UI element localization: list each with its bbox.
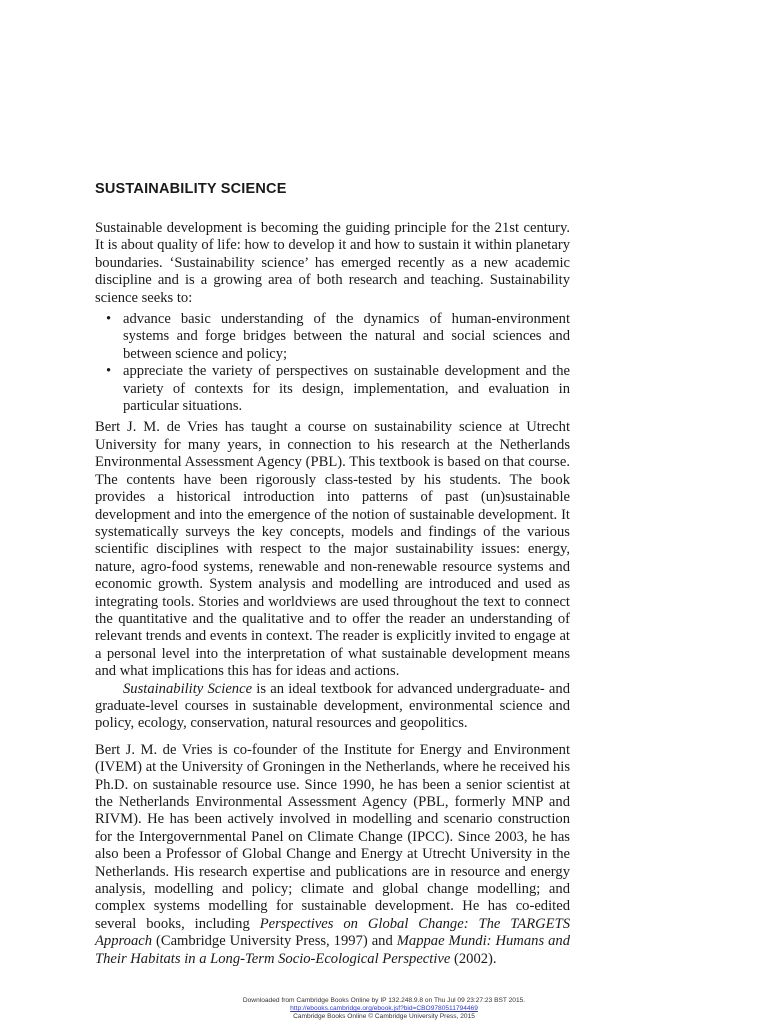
page-content (95, 180, 570, 968)
bullet-icon: • (106, 311, 112, 328)
list-item-text: appreciate the variety of perspectives on sustainable development and the variety of contexts for its design, implementation, and evaluation in particular situations. (123, 363, 570, 415)
bio-publisher-2: (2002). (450, 950, 497, 967)
bio-publisher-1: (Cambridge University Press, 1997) and (152, 933, 397, 950)
book-title-perspectives: Perspectives on Global Change: The TARGETS Approach (95, 915, 571, 950)
bio-text: Bert J. M. de Vries is co-founder of the Institute for Energy and Environment (IVEM) at the University of Groningen in the Netherlands, where he received his Ph.D. on sustainable resource use. Since 1990, he has been a senior scientist at the Netherlands Environmental Assessment Agency (PBL, formerly MNP and RIVM). He has been actively involved in modelling and scenario construction for the Intergovernmental Panel on Climate Change (IPCC). Since 2003, he has also been a Professor of Global Change and Energy at Utrecht University in the Netherlands. His research expertise and publications are in resource and energy analysis, modelling and policy; climate and global change modelling; and complex systems modelling for sustainable development. He has co-edited several books, including (95, 741, 570, 932)
list-item (106, 311, 570, 363)
book-title: Sustainability Science (123, 680, 253, 697)
footer-download-line: Downloaded from Cambridge Books Online by IP 132.248.9.8 on Thu Jul 09 23:27:23 BST 2015. (242, 997, 526, 1004)
goals-list (95, 311, 570, 415)
intro-paragraph: Sustainable development is becoming the guiding principle for the 21st century. It is about quality of life: how to develop it and how to sustain it within planetary boundaries. ‘Sustainability science’ has emerged recently as a new academic discipline and is a growing area of both research and teaching. Sustainability science seeks to: (95, 220, 570, 306)
audience-text: is an ideal textbook for advanced undergraduate- and graduate-level courses in sustainable development, environmental science and policy, ecology, conservation, natural resources and geopolitics. (95, 680, 570, 732)
list-item-text: advance basic understanding of the dynamics of human-environment systems and forge bridges between the natural and social sciences and between science and policy; (123, 311, 570, 362)
bullet-icon: • (106, 363, 112, 380)
download-footer (0, 997, 768, 1021)
footer-link[interactable]: http://ebooks.cambridge.org/ebook.jsf?bid=CBO9780511794469 (290, 1005, 478, 1012)
footer-copyright: Cambridge Books Online © Cambridge University Press, 2015 (293, 1013, 475, 1020)
page-title: SUSTAINABILITY SCIENCE (95, 181, 287, 197)
list-item (106, 363, 570, 415)
book-title-mappae-mundi: Mappae Mundi: Humans and Their Habitats in a Long-Term Socio-Ecological Perspective (95, 933, 570, 967)
book-description-paragraph: Bert J. M. de Vries has taught a course on sustainability science at Utrecht University for many years, in connection to his research at the Netherlands Environmental Assessment Agency (PBL). This textbook is based on that course. The contents have been rigorously class-tested by his students. The book provides a historical introduction into patterns of past (un)sustainable development and into the emergence of the notion of sustainable development. It systematically surveys the key concepts, models and findings of the various scientific disciplines with respect to the major sustainability issues: energy, nature, agro-food systems, renewable and non-renewable resource systems and economic growth. System analysis and modelling are introduced and used as integrating tools. Stories and worldviews are used throughout the text to connect the quantitative and the qualitative and to offer the reader an understanding of relevant trends and events in context. The reader is explicitly invited to engage at a personal level into the interpretation of what sustainable development means and what implications this has for ideas and actions. (95, 419, 570, 680)
author-bio-paragraph (95, 742, 570, 968)
audience-paragraph (95, 681, 570, 733)
